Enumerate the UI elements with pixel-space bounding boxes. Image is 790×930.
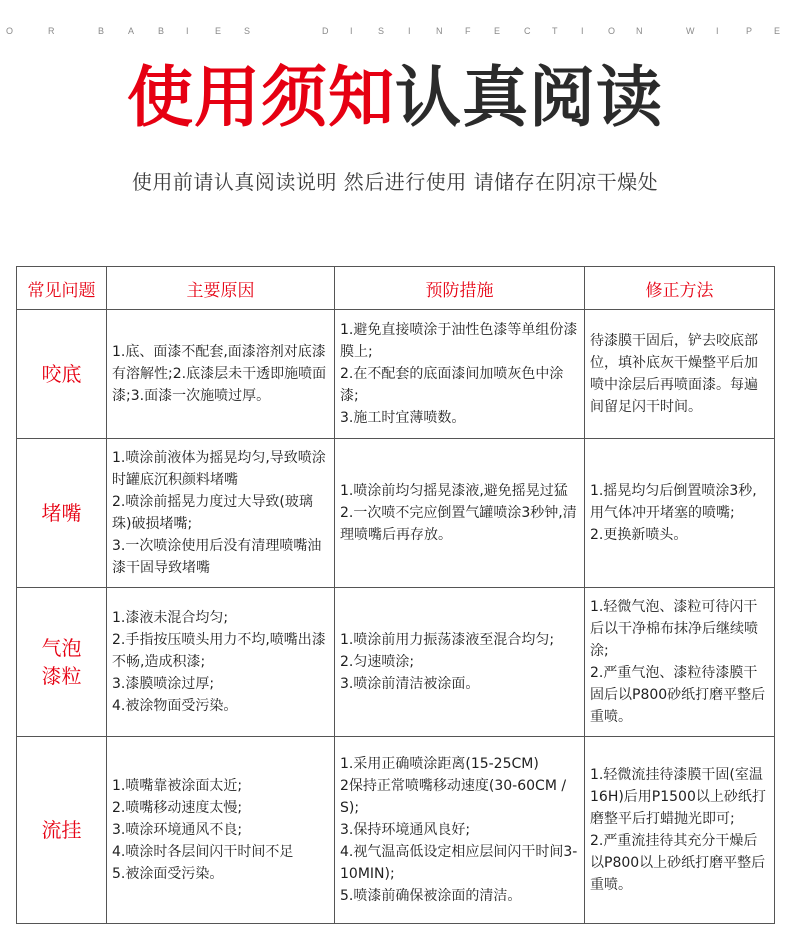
strip-letter: W — [686, 26, 695, 36]
cause-cell: 1.喷涂前液体为摇晃均匀,导致喷涂时罐底沉积颜料堵嘴 2.喷涂前摇晃力度过大导致(玻璃珠)破损堵嘴; 3.一次喷涂使用后没有清理喷嘴油漆干固导致堵嘴 — [107, 439, 335, 588]
strip-letter: T — [552, 26, 558, 36]
fix-cell: 1.轻微流挂待漆膜干固(室温16H)后用P1500以上砂纸打磨整平后打蜡抛光即可; 2.严重流挂待其充分干燥后以P800以上砂纸打磨平整后重喷。 — [585, 737, 775, 924]
prevention-cell: 1.喷涂前用力振荡漆液至混合均匀; 2.匀速喷涂; 3.喷涂前清洁被涂面。 — [335, 588, 585, 737]
strip-letter: N — [636, 26, 643, 36]
strip-letter: A — [128, 26, 135, 36]
table-header-row — [17, 267, 775, 310]
strip-letter: B — [98, 26, 105, 36]
strip-letter: P — [746, 26, 753, 36]
strip-letter: C — [524, 26, 531, 36]
header-fix: 修正方法 — [585, 267, 775, 310]
table-row — [17, 588, 775, 737]
strip-letter: S — [378, 26, 385, 36]
strip-letter: I — [581, 26, 584, 36]
strip-letter: R — [48, 26, 55, 36]
fix-cell: 待漆膜干固后，铲去咬底部位，填补底灰干燥整平后加喷中涂层后再喷面漆。每遍间留足闪干时间。 — [585, 310, 775, 439]
prevention-cell: 1.喷涂前均匀摇晃漆液,避免摇晃过猛 2.一次喷不完应倒置气罐喷涂3秒钟,清理喷嘴后再存放。 — [335, 439, 585, 588]
strip-letter: I — [716, 26, 719, 36]
strip-letter: E — [774, 26, 781, 36]
strip-letter: N — [436, 26, 443, 36]
strip-letter: S — [244, 26, 251, 36]
strip-letter: B — [158, 26, 165, 36]
strip-letter: E — [215, 26, 222, 36]
strip-letter: I — [186, 26, 189, 36]
table-row — [17, 439, 775, 588]
strip-letter: E — [494, 26, 501, 36]
prevention-cell: 1.采用正确喷涂距离(15-25CM) 2保持正常喷嘴移动速度(30-60CM / S); 3.保持环境通风良好; 4.视气温高低设定相应层间闪干时间3-10MIN); 5.喷漆前确保被涂面的清洁。 — [335, 737, 585, 924]
cause-cell: 1.底、面漆不配套,面漆溶剂对底漆有溶解性;2.底漆层未干透即施喷面漆;3.面漆一次施喷过厚。 — [107, 310, 335, 439]
header-prevention: 预防措施 — [335, 267, 585, 310]
strip-letter: O — [6, 26, 14, 36]
strip-letter: I — [408, 26, 411, 36]
prevention-cell: 1.避免直接喷涂于油性色漆等单组份漆膜上; 2.在不配套的底面漆间加喷灰色中涂漆; 3.施工时宜薄喷数。 — [335, 310, 585, 439]
table-row — [17, 737, 775, 924]
strip-letter: I — [350, 26, 353, 36]
header-issue: 常见问题 — [17, 267, 107, 310]
issue-cell: 气泡 漆粒 — [17, 588, 107, 737]
strip-letter: F — [465, 26, 471, 36]
issue-cell: 咬底 — [17, 310, 107, 439]
issue-cell: 堵嘴 — [17, 439, 107, 588]
fix-cell: 1.轻微气泡、漆粒可待闪干后以干净棉布抹净后继续喷涂; 2.严重气泡、漆粒待漆膜干固后以P800砂纸打磨平整后重喷。 — [585, 588, 775, 737]
strip-letter: O — [608, 26, 616, 36]
cause-cell: 1.喷嘴靠被涂面太近; 2.喷嘴移动速度太慢; 3.喷涂环境通风不良; 4.喷涂时各层间闪干时间不足 5.被涂面受污染。 — [107, 737, 335, 924]
issue-cell: 流挂 — [17, 737, 107, 924]
page-subtitle: 使用前请认真阅读说明 然后进行使用 请储存在阴凉干燥处 — [131, 170, 659, 194]
page-title — [0, 58, 790, 138]
table-row — [17, 310, 775, 439]
cause-cell: 1.漆液未混合均匀; 2.手指按压喷头用力不均,喷嘴出漆不畅,造成积漆; 3.漆膜喷涂过厚; 4.被涂物面受污染。 — [107, 588, 335, 737]
troubleshooting-table — [16, 266, 775, 924]
strip-letter: D — [322, 26, 329, 36]
page-title-red: 使用须知 — [127, 59, 395, 136]
header-cause: 主要原因 — [107, 267, 335, 310]
page-title-dark: 认真阅读 — [395, 59, 663, 136]
fix-cell: 1.摇晃均匀后倒置喷涂3秒,用气体冲开堵塞的喷嘴; 2.更换新喷头。 — [585, 439, 775, 588]
